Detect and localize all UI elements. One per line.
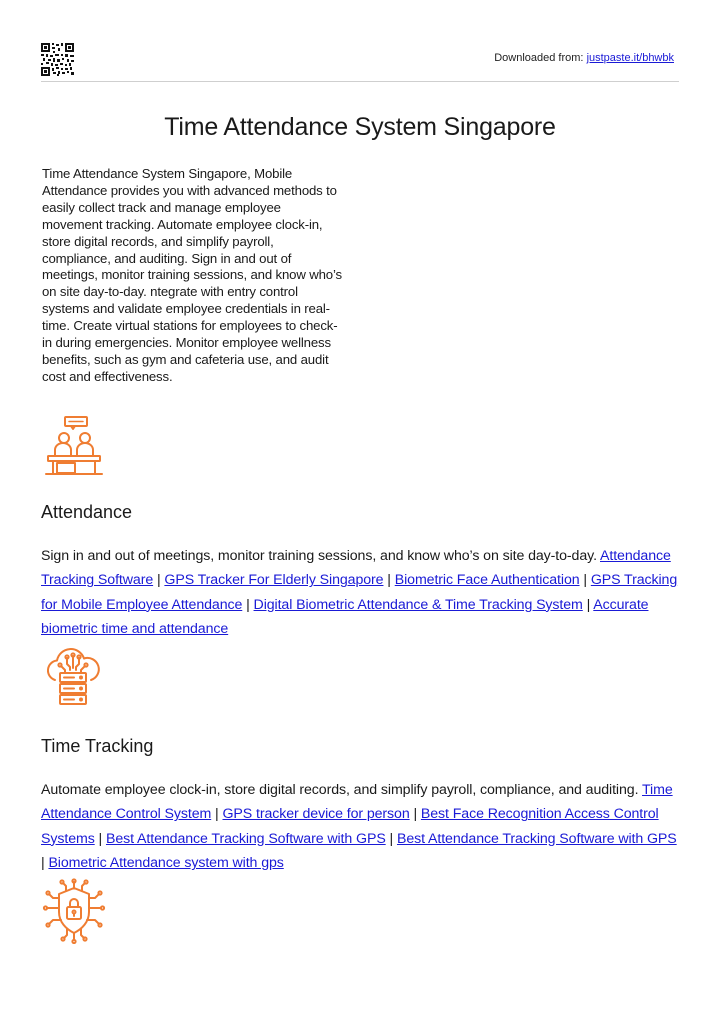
page-title: Time Attendance System Singapore (164, 113, 556, 141)
attendance-link-2[interactable]: GPS Tracker For Elderly Singapore (164, 572, 384, 589)
time-tracking-heading: Time Tracking (41, 736, 154, 756)
link-separator: | (383, 572, 395, 589)
header-divider (41, 81, 679, 82)
link-separator: | (153, 572, 165, 589)
attendance-link-6[interactable]: Accurate biometric time and attendance (41, 596, 649, 638)
link-separator: | (211, 806, 223, 823)
time-tracking-text: Automate employee clock-in, store digital records, and simplify payroll, compliance, and auditing. (41, 782, 639, 798)
attendance-link-5[interactable]: Digital Biometric Attendance & Time Tracking System (253, 596, 583, 613)
time-tracking-body (41, 778, 681, 876)
attendance-link-3[interactable]: Biometric Face Authentication (394, 572, 580, 589)
link-separator: | (409, 806, 421, 823)
meeting-people-icon (44, 416, 104, 476)
attendance-link-1[interactable]: Attendance Tracking Software (41, 548, 671, 589)
link-separator: | (385, 830, 397, 847)
download-source (494, 52, 674, 64)
time-tracking-link-5[interactable]: Best Attendance Tracking Software with GPS (396, 830, 677, 847)
link-separator: | (582, 596, 594, 613)
link-separator: | (41, 855, 49, 872)
intro-paragraph: Time Attendance System Singapore, Mobile Attendance provides you with advanced methods to easily collect track and manage employee movement tracking. Automate employee clock-in, store digital records, and simplify payroll, compliance, and auditing. Sign in and out of meetings, monitor training sessions, and know who’s on site day-to-day. ntegrate with entry control systems and validate employee credentials in real-time. Create virtual stations for employees to check-in during emergencies. Monitor employee wellness benefits, such as gym and cafeteria use, and audit cost and effectiveness. (42, 166, 342, 384)
cloud-server-icon (41, 646, 105, 710)
attendance-heading: Attendance (41, 502, 133, 522)
time-tracking-link-4[interactable]: Best Attendance Tracking Software with GPS (105, 830, 386, 847)
link-separator: | (94, 830, 106, 847)
time-tracking-link-3[interactable]: Best Face Recognition Access Control Systems (41, 806, 659, 847)
time-tracking-link-6[interactable]: Biometric Attendance system with gps (48, 855, 284, 872)
link-separator: | (242, 596, 254, 613)
time-tracking-link-1[interactable]: Time Attendance Control System (41, 782, 673, 823)
download-source-link[interactable]: justpaste.it/bhwbk (586, 52, 674, 64)
attendance-body (41, 544, 681, 642)
qr-code-icon (41, 43, 74, 76)
attendance-link-4[interactable]: GPS Tracking for Mobile Employee Attendance (41, 572, 678, 613)
download-source-label: Downloaded from: (494, 52, 584, 64)
attendance-text: Sign in and out of meetings, monitor training sessions, and know who’s on site day-to-day. (41, 548, 597, 564)
link-separator: | (579, 572, 591, 589)
time-tracking-link-2[interactable]: GPS tracker device for person (222, 806, 410, 823)
security-lock-shield-icon (41, 878, 107, 944)
